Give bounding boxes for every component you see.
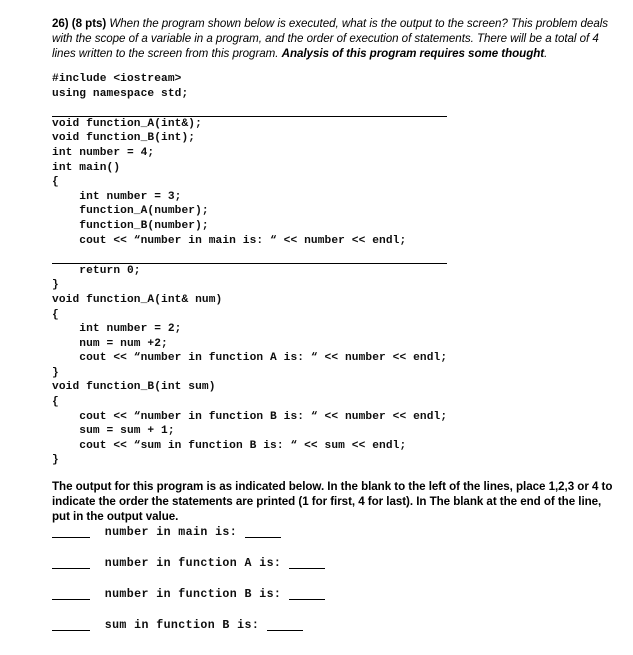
code-line: cout << “number in function B is: “ << number << endl; (52, 410, 448, 423)
code-line: { (52, 176, 59, 189)
question-number: 26) (52, 16, 69, 30)
code-line: int main() (52, 161, 121, 174)
intro-text-part1: When the program shown below is executed, what is the output to the screen? This problem deals with the scope of a variable in a program, and the order of execution of statements. There will be a total of 4 lines written to the screen from this program. (52, 16, 609, 61)
code-line: void function_A(int&); (52, 117, 202, 130)
code-line: cout << “sum in function B is: “ << sum << endl; (52, 439, 407, 452)
code-line: cout << “number in function A is: “ << number << endl; (52, 352, 448, 365)
code-line: } (52, 366, 59, 379)
value-blank[interactable] (245, 537, 281, 538)
code-line: void function_B(int); (52, 132, 196, 145)
question-intro-paragraph (52, 16, 618, 62)
code-line: cout << “number in main is: “ << number << endl; (52, 234, 407, 247)
answer-line (52, 555, 452, 586)
question-points: (8 pts) (71, 16, 107, 30)
code-line: num = num +2; (52, 337, 168, 350)
answer-line-label: number in function A is: (90, 557, 289, 570)
order-blank[interactable] (52, 537, 90, 538)
code-line: int number = 3; (52, 190, 182, 203)
instructions-paragraph: The output for this program is as indicated below. In the blank to the left of the lines, place 1,2,3 or 4 to indicate the order the statements are printed (1 for first, 4 for last). In The blank at the end of the line, put in the output value. (52, 479, 613, 523)
code-line: { (52, 396, 59, 409)
code-line (52, 101, 447, 117)
code-line: } (52, 454, 59, 467)
intro-emphasis-text: Analysis of this program requires some thought (281, 47, 545, 61)
code-line: void function_B(int sum) (52, 381, 216, 394)
answer-blanks-list (52, 524, 452, 648)
code-line: return 0; (52, 264, 141, 277)
code-line: int number = 2; (52, 323, 182, 336)
code-line: function_B(number); (52, 219, 209, 232)
value-blank[interactable] (289, 568, 325, 569)
order-blank[interactable] (52, 630, 90, 631)
value-blank[interactable] (289, 599, 325, 600)
order-blank[interactable] (52, 568, 90, 569)
code-line: { (52, 308, 59, 321)
answer-line (52, 617, 452, 648)
answer-line-label: number in main is: (90, 526, 245, 539)
code-line: using namespace std; (52, 87, 189, 100)
code-line: #include <iostream> (52, 73, 182, 85)
intro-text-part2: . (544, 47, 548, 61)
value-blank[interactable] (267, 630, 303, 631)
source-code-block (52, 72, 447, 468)
answer-line (52, 524, 452, 555)
order-blank[interactable] (52, 599, 90, 600)
code-line: sum = sum + 1; (52, 425, 175, 438)
answer-line-label: number in function B is: (90, 588, 289, 601)
code-line: void function_A(int& num) (52, 293, 223, 306)
code-line: } (52, 279, 59, 292)
code-line: int number = 4; (52, 146, 155, 159)
answer-line-label: sum in function B is: (90, 619, 267, 632)
code-line (52, 248, 447, 264)
code-line: function_A(number); (52, 205, 209, 218)
answer-line (52, 586, 452, 617)
